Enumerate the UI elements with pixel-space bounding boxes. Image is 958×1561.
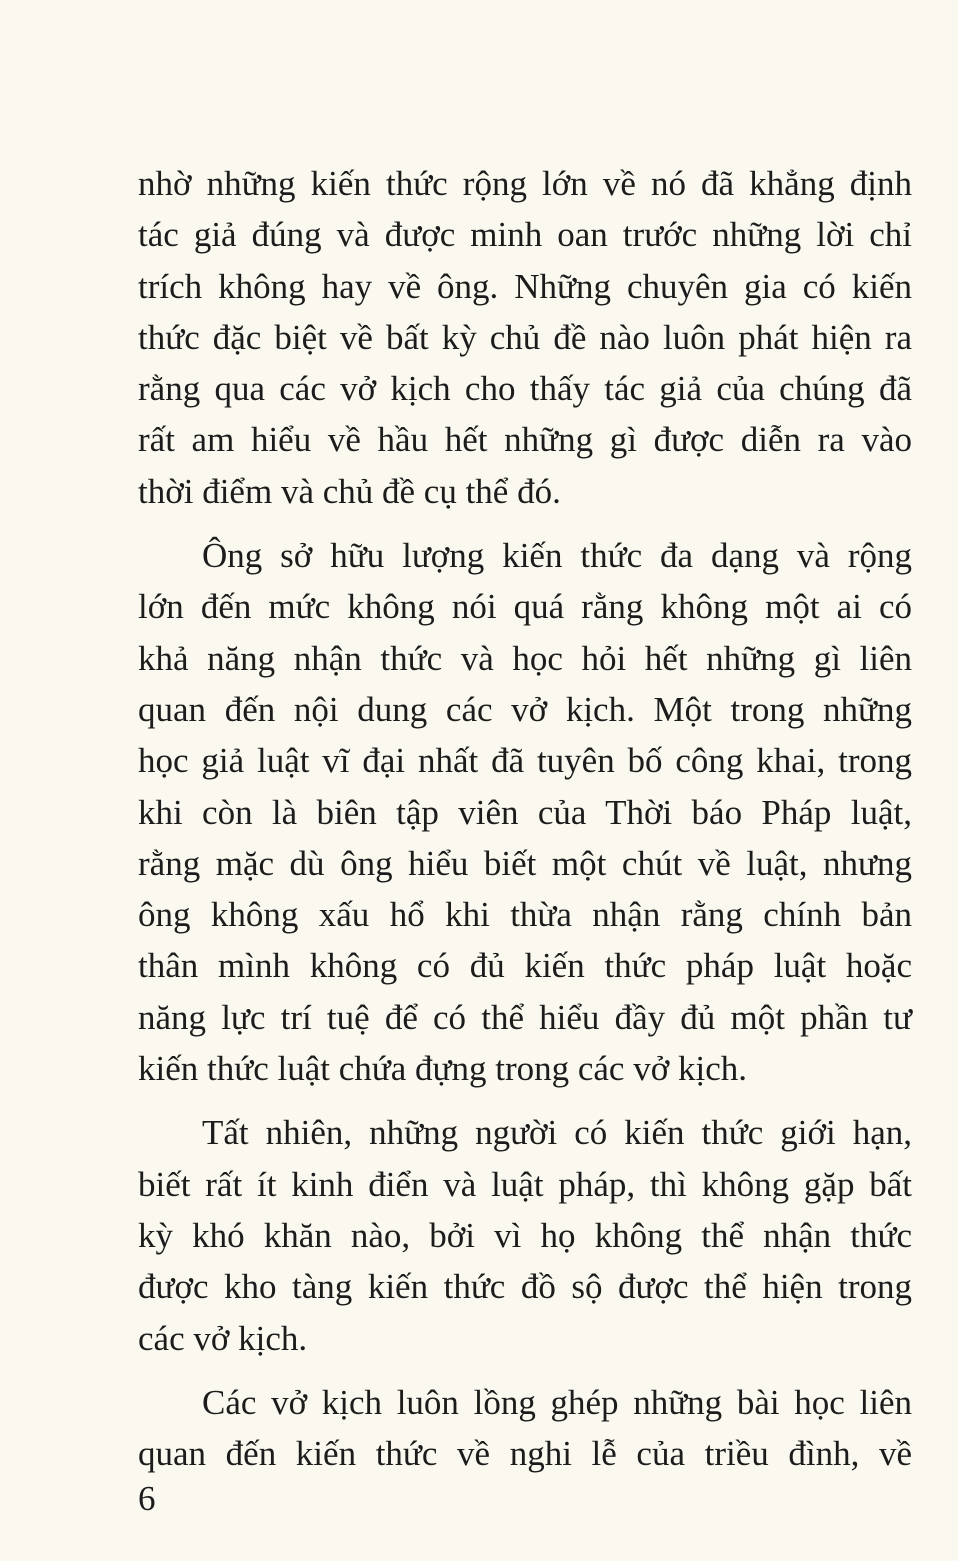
body-text [138,158,912,1479]
text-line: Các vở kịch luôn lồng ghép những bài học liên [202,1382,912,1422]
text-line: khi còn là biên tập viên của Thời báo Pháp luật, [138,792,912,832]
text-line: năng lực trí tuệ để có thể hiểu đầy đủ một phần tư [138,997,912,1037]
text-line: quan đến nội dung các vở kịch. Một trong những [138,689,912,729]
text-line: rằng qua các vở kịch cho thấy tác giả của chúng đã [138,369,912,409]
text-line: thức đặc biệt về bất kỳ chủ đề nào luôn phát hiện ra [138,317,912,357]
text-line: lớn đến mức không nói quá rằng không một ai có [138,587,912,627]
text-line: kiến thức luật chứa đựng trong các vở kịch. [138,1049,747,1089]
text-line: được kho tàng kiến thức đồ sộ được thể hiện trong [138,1267,912,1307]
text-line: học giả luật vĩ đại nhất đã tuyên bố công khai, trong [138,741,912,781]
text-line: tác giả đúng và được minh oan trước những lời chỉ [138,215,912,255]
paragraph [138,1107,912,1363]
text-line: quan đến kiến thức về nghi lễ của triều đình, về [138,1434,912,1474]
text-line: Ông sở hữu lượng kiến thức đa dạng và rộng [202,536,912,576]
text-line: kỳ khó khăn nào, bởi vì họ không thể nhận thức [138,1215,912,1255]
text-line: trích không hay về ông. Những chuyên gia có kiến [138,266,912,306]
text-line: ông không xấu hổ khi thừa nhận rằng chính bản [138,895,912,935]
text-line: rằng mặc dù ông hiểu biết một chút về luật, nhưng [138,843,912,883]
text-line: rất am hiểu về hầu hết những gì được diễn ra vào [138,420,912,460]
paragraph [138,530,912,1094]
page-number: 6 [138,1479,156,1518]
paragraph [138,1377,912,1480]
text-line: biết rất ít kinh điển và luật pháp, thì không gặp bất [138,1164,912,1204]
text-line: khả năng nhận thức và học hỏi hết những gì liên [138,638,912,678]
paragraph [138,158,912,517]
text-line: thân mình không có đủ kiến thức pháp luật hoặc [138,946,912,986]
text-line: thời điểm và chủ đề cụ thể đó. [138,471,561,511]
text-line: các vở kịch. [138,1318,308,1358]
text-line: Tất nhiên, những người có kiến thức giới hạn, [202,1113,912,1153]
text-line: nhờ những kiến thức rộng lớn về nó đã khẳng định [138,164,912,203]
